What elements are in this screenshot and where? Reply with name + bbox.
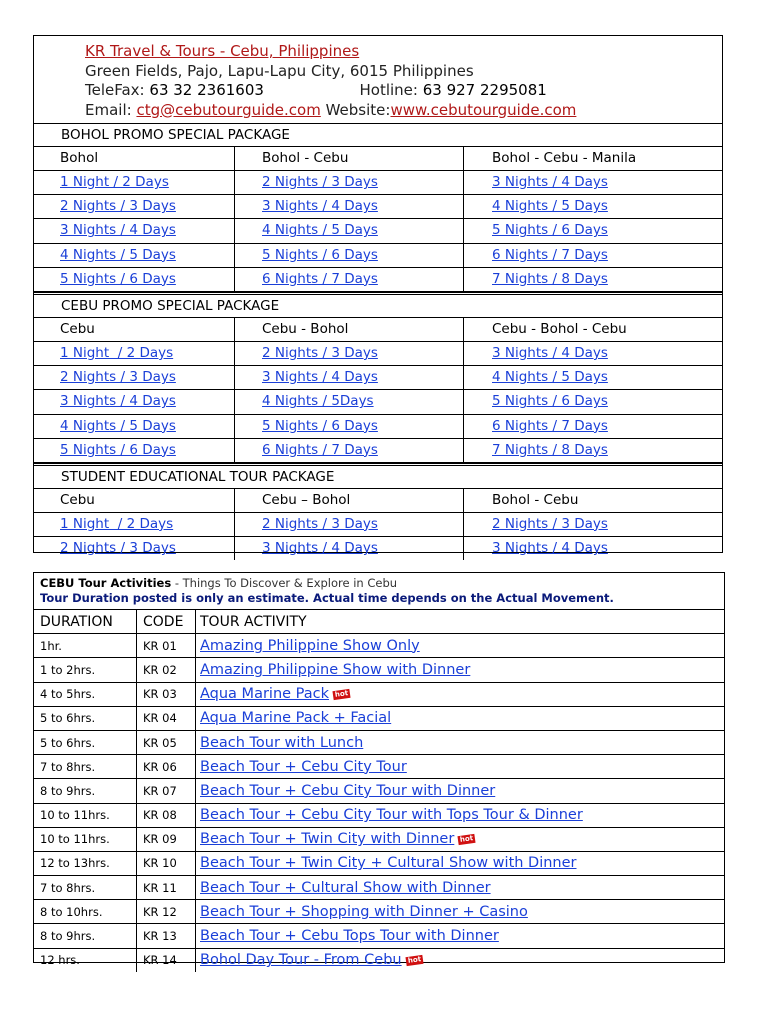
activity-cell xyxy=(196,731,724,754)
package-sections xyxy=(34,124,722,560)
activities-header xyxy=(34,573,724,610)
cebu-section-title: CEBU PROMO SPECIAL PACKAGE xyxy=(34,292,722,318)
package-link[interactable]: 3 Nights / 4 Days xyxy=(492,540,608,557)
activity-link[interactable]: Beach Tour with Lunch xyxy=(200,734,364,751)
activities-subtitle: - Things To Discover & Explore in Cebu xyxy=(171,576,398,590)
package-link[interactable]: 7 Nights / 8 Days xyxy=(492,270,608,287)
package-link[interactable]: 4 Nights / 5 Days xyxy=(492,198,608,215)
package-link[interactable]: 4 Nights / 5 Days xyxy=(492,369,608,386)
package-cell xyxy=(235,366,464,389)
activity-cell xyxy=(196,804,724,827)
package-link[interactable]: 3 Nights / 4 Days xyxy=(262,540,378,557)
package-cell xyxy=(235,537,464,560)
company-name[interactable]: KR Travel & Tours - Cebu, Philippines xyxy=(85,42,360,60)
package-cell xyxy=(235,219,464,242)
bohol-section-title: BOHOL PROMO SPECIAL PACKAGE xyxy=(34,124,722,147)
package-row xyxy=(34,439,722,463)
package-cell xyxy=(34,195,235,218)
package-cell xyxy=(34,415,235,438)
company-header xyxy=(34,36,722,124)
activity-link[interactable]: Beach Tour + Twin City with Dinner xyxy=(200,831,455,848)
duration-cell: 10 to 11hrs. xyxy=(34,828,137,851)
package-link[interactable]: 2 Nights / 3 Days xyxy=(262,344,378,361)
package-cell xyxy=(235,244,464,267)
package-cell xyxy=(235,415,464,438)
package-column-header: Bohol xyxy=(34,147,235,170)
duration-cell: 5 to 6hrs. xyxy=(34,707,137,730)
activity-row xyxy=(34,804,724,828)
activity-link[interactable]: Beach Tour + Cebu City Tour with Dinner xyxy=(200,782,496,799)
package-link[interactable]: 3 Nights / 4 Days xyxy=(492,174,608,190)
package-column-header: Cebu xyxy=(34,489,235,512)
package-link[interactable]: 2 Nights / 3 Days xyxy=(262,174,378,190)
activities-rows xyxy=(34,634,724,972)
promo-packages-box xyxy=(33,35,723,557)
activity-cell xyxy=(196,634,724,657)
duration-cell: 10 to 11hrs. xyxy=(34,804,137,827)
code-cell: KR 11 xyxy=(137,876,196,899)
code-cell: KR 05 xyxy=(137,731,196,754)
package-cell xyxy=(34,513,235,536)
package-link[interactable]: 2 Nights / 3 Days xyxy=(60,198,176,215)
package-link[interactable]: 2 Nights / 3 Days xyxy=(60,540,176,557)
activity-cell xyxy=(196,707,724,730)
activity-link[interactable]: Amazing Philippine Show with Dinner xyxy=(200,661,471,678)
package-cell xyxy=(464,513,722,536)
duration-cell: 7 to 8hrs. xyxy=(34,876,137,899)
code-cell: KR 14 xyxy=(137,949,196,972)
activity-column-header: TOUR ACTIVITY xyxy=(200,613,307,630)
activity-link[interactable]: Beach Tour + Twin City + Cultural Show with Dinner xyxy=(200,855,577,872)
package-row xyxy=(34,537,722,560)
package-link[interactable]: 6 Nights / 7 Days xyxy=(262,270,378,287)
activity-cell xyxy=(196,949,724,972)
package-cell xyxy=(34,366,235,389)
package-cell xyxy=(464,195,722,218)
package-link[interactable]: 3 Nights / 4 Days xyxy=(60,393,176,410)
activity-cell xyxy=(196,876,724,899)
package-cell xyxy=(464,439,722,462)
package-column-header: Cebu - Bohol - Cebu xyxy=(492,320,627,337)
tour-activities-box xyxy=(33,572,725,969)
package-cell xyxy=(34,439,235,462)
activity-cell xyxy=(196,683,724,706)
package-cell xyxy=(34,244,235,267)
activity-row xyxy=(34,707,724,731)
package-cell xyxy=(464,171,722,194)
cebu-column-headers xyxy=(34,318,722,342)
activity-link[interactable]: Beach Tour + Cebu City Tour xyxy=(200,758,407,775)
package-cell xyxy=(34,537,235,560)
package-link[interactable]: 4 Nights / 5 Days xyxy=(262,222,378,239)
hot-badge-icon: hot xyxy=(332,689,350,700)
package-cell xyxy=(464,219,722,242)
activity-cell xyxy=(196,658,724,681)
activities-column-headers xyxy=(34,610,724,634)
package-column-header: Cebu xyxy=(34,318,235,341)
code-cell: KR 03 xyxy=(137,683,196,706)
student-column-headers xyxy=(34,489,722,513)
activity-link[interactable]: Beach Tour + Cebu Tops Tour with Dinner xyxy=(200,928,499,945)
telefax-number: 63 32 2361603 xyxy=(149,81,264,99)
package-link[interactable]: 3 Nights / 4 Days xyxy=(60,222,176,239)
package-link[interactable]: 5 Nights / 6 Days xyxy=(492,393,608,410)
package-column-header: Bohol - Cebu xyxy=(492,491,579,508)
package-row xyxy=(34,195,722,219)
activity-row xyxy=(34,731,724,755)
package-column-header: Cebu - Bohol xyxy=(235,318,464,341)
code-cell: KR 13 xyxy=(137,924,196,947)
duration-cell: 12 to 13hrs. xyxy=(34,852,137,875)
package-cell xyxy=(464,342,722,365)
package-link[interactable]: 5 Nights / 6 Days xyxy=(60,441,176,458)
duration-cell: 1hr. xyxy=(34,634,137,657)
activity-link[interactable]: Bohol Day Tour - From Cebu xyxy=(200,952,402,969)
package-cell xyxy=(464,366,722,389)
package-link[interactable]: 1 Night / 2 Days xyxy=(60,515,174,532)
email-label: Email: xyxy=(85,100,132,119)
website-label: Website: xyxy=(325,100,391,119)
package-row xyxy=(34,268,722,292)
package-column-header: Cebu – Bohol xyxy=(235,489,464,512)
package-row xyxy=(34,219,722,243)
package-link[interactable]: 2 Nights / 3 Days xyxy=(492,515,608,532)
code-cell: KR 10 xyxy=(137,852,196,875)
duration-cell: 8 to 10hrs. xyxy=(34,900,137,923)
package-cell xyxy=(464,537,722,560)
package-cell xyxy=(34,390,235,413)
hotline-label: Hotline: xyxy=(359,81,418,99)
package-cell xyxy=(34,342,235,365)
package-link[interactable]: 1 Night / 2 Days xyxy=(60,174,169,190)
activity-row xyxy=(34,924,724,948)
package-link[interactable]: 3 Nights / 4 Days xyxy=(262,369,378,386)
activity-row xyxy=(34,683,724,707)
package-link[interactable]: 5 Nights / 6 Days xyxy=(262,417,378,434)
package-cell xyxy=(235,171,464,194)
package-link[interactable]: 6 Nights / 7 Days xyxy=(262,441,378,458)
website-link[interactable]: www.cebutourguide.com xyxy=(390,100,577,119)
code-cell: KR 08 xyxy=(137,804,196,827)
package-cell xyxy=(34,171,235,194)
package-link[interactable]: 5 Nights / 6 Days xyxy=(262,246,378,263)
package-link[interactable]: 7 Nights / 8 Days xyxy=(492,441,608,458)
package-column-header: Bohol - Cebu xyxy=(235,147,464,170)
activity-cell xyxy=(196,828,724,851)
package-link[interactable]: 4 Nights / 5 Days xyxy=(60,246,176,263)
package-cell xyxy=(34,268,235,291)
package-cell xyxy=(34,219,235,242)
duration-cell: 8 to 9hrs. xyxy=(34,924,137,947)
duration-cell: 4 to 5hrs. xyxy=(34,683,137,706)
duration-cell: 5 to 6hrs. xyxy=(34,731,137,754)
package-cell xyxy=(235,268,464,291)
package-link[interactable]: 6 Nights / 7 Days xyxy=(492,417,608,434)
activity-link[interactable]: Amazing Philippine Show Only xyxy=(200,637,420,654)
package-link[interactable]: 3 Nights / 4 Days xyxy=(262,198,378,215)
package-link[interactable]: 5 Nights / 6 Days xyxy=(60,270,176,287)
package-link[interactable]: 1 Night / 2 Days xyxy=(60,344,174,361)
activity-cell xyxy=(196,900,724,923)
activity-row xyxy=(34,852,724,876)
duration-cell: 12 hrs. xyxy=(34,949,137,972)
activity-row xyxy=(34,779,724,803)
code-cell: KR 04 xyxy=(137,707,196,730)
package-link[interactable]: 2 Nights / 3 Days xyxy=(262,515,378,532)
duration-cell: 1 to 2hrs. xyxy=(34,658,137,681)
code-cell: KR 09 xyxy=(137,828,196,851)
package-link[interactable]: 3 Nights / 4 Days xyxy=(492,344,608,361)
package-row xyxy=(34,342,722,366)
package-cell xyxy=(235,342,464,365)
activity-link[interactable]: Aqua Marine Pack xyxy=(200,686,330,703)
hot-badge-icon: hot xyxy=(405,955,423,966)
company-address: Green Fields, Pajo, Lapu-Lapu City, 6015 Philippines xyxy=(85,61,474,80)
duration-cell: 7 to 8hrs. xyxy=(34,755,137,778)
duration-cell: 8 to 9hrs. xyxy=(34,779,137,802)
activity-row xyxy=(34,900,724,924)
package-link[interactable]: 6 Nights / 7 Days xyxy=(492,246,608,263)
activity-row xyxy=(34,876,724,900)
package-link[interactable]: 4 Nights / 5 Days xyxy=(60,417,176,434)
activity-link[interactable]: Beach Tour + Cebu City Tour with Tops Tour & Dinner xyxy=(200,807,583,824)
activity-cell xyxy=(196,852,724,875)
telefax-label: TeleFax: xyxy=(85,81,145,99)
code-cell: KR 02 xyxy=(137,658,196,681)
package-cell xyxy=(235,390,464,413)
package-link[interactable]: 4 Nights / 5Days xyxy=(262,393,374,410)
package-column-header: Bohol - Cebu - Manila xyxy=(492,150,637,166)
package-cell xyxy=(464,268,722,291)
duration-note: Tour Duration posted is only an estimate. Actual time depends on the Actual Movement. xyxy=(40,591,614,605)
package-cell xyxy=(235,195,464,218)
package-row xyxy=(34,513,722,537)
student-section-title: STUDENT EDUCATIONAL TOUR PACKAGE xyxy=(34,463,722,489)
activity-row xyxy=(34,755,724,779)
activities-title: CEBU Tour Activities xyxy=(40,576,172,590)
code-cell: KR 06 xyxy=(137,755,196,778)
activity-link[interactable]: Aqua Marine Pack + Facial xyxy=(200,710,392,727)
package-link[interactable]: 2 Nights / 3 Days xyxy=(60,369,176,386)
package-row xyxy=(34,390,722,414)
activity-cell xyxy=(196,924,724,947)
activity-link[interactable]: Beach Tour + Shopping with Dinner + Casino xyxy=(200,903,528,920)
activity-cell xyxy=(196,779,724,802)
package-link[interactable]: 5 Nights / 6 Days xyxy=(492,222,608,239)
activity-link[interactable]: Beach Tour + Cultural Show with Dinner xyxy=(200,879,491,896)
code-column-header: CODE xyxy=(137,610,196,633)
package-cell xyxy=(464,244,722,267)
activity-row xyxy=(34,828,724,852)
package-cell xyxy=(235,439,464,462)
package-row xyxy=(34,171,722,195)
code-cell: KR 01 xyxy=(137,634,196,657)
duration-column-header: DURATION xyxy=(34,610,137,633)
package-row xyxy=(34,366,722,390)
package-cell xyxy=(235,513,464,536)
code-cell: KR 07 xyxy=(137,779,196,802)
package-row xyxy=(34,415,722,439)
package-cell xyxy=(464,415,722,438)
hotline-number: 63 927 2295081 xyxy=(422,81,547,99)
package-row xyxy=(34,244,722,268)
package-cell xyxy=(464,390,722,413)
code-cell: KR 12 xyxy=(137,900,196,923)
activity-row xyxy=(34,949,724,972)
hot-badge-icon: hot xyxy=(458,834,476,845)
email-link[interactable]: ctg@cebutourguide.com xyxy=(136,100,321,119)
activity-row xyxy=(34,658,724,682)
activity-cell xyxy=(196,755,724,778)
bohol-column-headers xyxy=(34,147,722,171)
activity-row xyxy=(34,634,724,658)
